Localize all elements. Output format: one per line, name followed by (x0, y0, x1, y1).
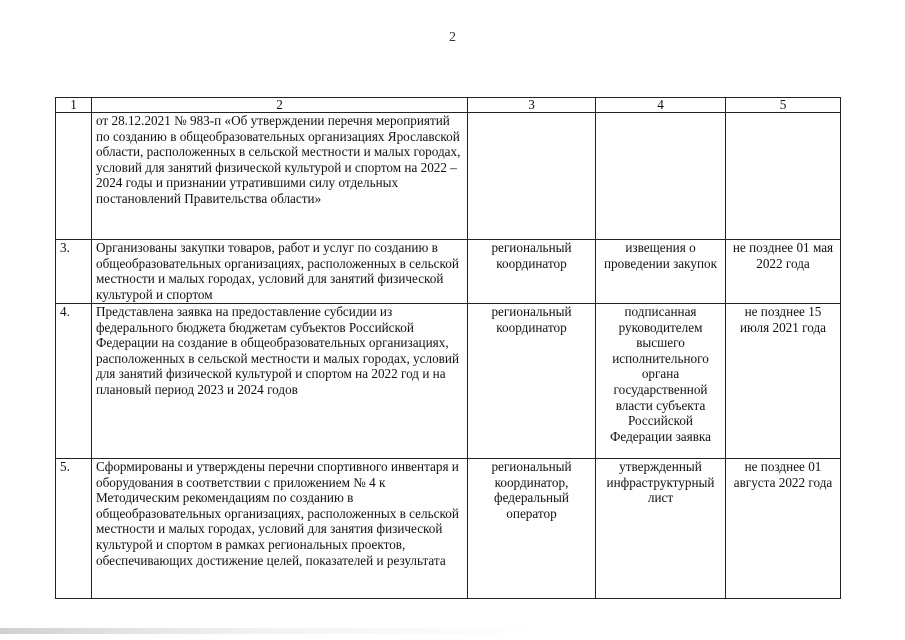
deadline-cell: не позднее 01 мая 2022 года (726, 240, 841, 304)
table-row (56, 304, 841, 459)
deadline-cell: не позднее 01 августа 2022 года (726, 459, 841, 599)
document-cell: подписанная руководителем высшего исполнительного органа государственной власти субъекта Российской Федерации заявка (596, 304, 726, 459)
deadline-cell (726, 113, 841, 240)
responsible-cell: региональный координатор (468, 304, 596, 459)
column-header: 4 (596, 98, 726, 113)
row-number: 3. (56, 240, 92, 304)
document-cell (596, 113, 726, 240)
event-cell: Представлена заявка на предоставление субсидии из федерального бюджета бюджетам субъектов Российской Федерации на создание в общеобразовательных организациях, расположенных в сельской местности и малых городах, условий для занятий физической культурой и спортом на 2022 год и на плановый период 2023 и 2024 годов (92, 304, 468, 459)
row-number: 4. (56, 304, 92, 459)
row-number (56, 113, 92, 240)
table-row (56, 113, 841, 240)
page-number: 2 (449, 30, 456, 45)
table-row (56, 459, 841, 599)
table-header-row (56, 98, 841, 113)
column-header: 5 (726, 98, 841, 113)
column-header: 1 (56, 98, 92, 113)
column-header: 3 (468, 98, 596, 113)
responsible-cell (468, 113, 596, 240)
document-cell: утвержденный инфраструктурный лист (596, 459, 726, 599)
scan-edge-shadow (0, 628, 905, 634)
row-number: 5. (56, 459, 92, 599)
table-row (56, 240, 841, 304)
measures-table (55, 97, 841, 599)
document-cell: извещения о проведении закупок (596, 240, 726, 304)
column-header: 2 (92, 98, 468, 113)
event-cell: от 28.12.2021 № 983-п «Об утверждении перечня мероприятий по созданию в общеобразовательных организациях Ярославской области, расположенных в сельской местности и малых городах, условий для занятий физической культурой и спортом на 2022 – 2024 годы и признании утратившими силу отдельных постановлений Правительства области» (92, 113, 468, 240)
event-cell: Организованы закупки товаров, работ и услуг по созданию в общеобразовательных организациях, расположенных в сельской местности и малых городах, условий для занятий физической культурой и спортом (92, 240, 468, 304)
event-cell: Сформированы и утверждены перечни спортивного инвентаря и оборудования в соответствии с приложением № 4 к Методическим рекомендациям по созданию в общеобразовательных организациях, расположенных в сельской местности и малых городах, условий для занятия физической культурой и спортом в рамках региональных проектов, обеспечивающих достижение целей, показателей и результата (92, 459, 468, 599)
responsible-cell: региональный координатор (468, 240, 596, 304)
responsible-cell: региональный координатор, федеральный оператор (468, 459, 596, 599)
deadline-cell: не позднее 15 июля 2021 года (726, 304, 841, 459)
